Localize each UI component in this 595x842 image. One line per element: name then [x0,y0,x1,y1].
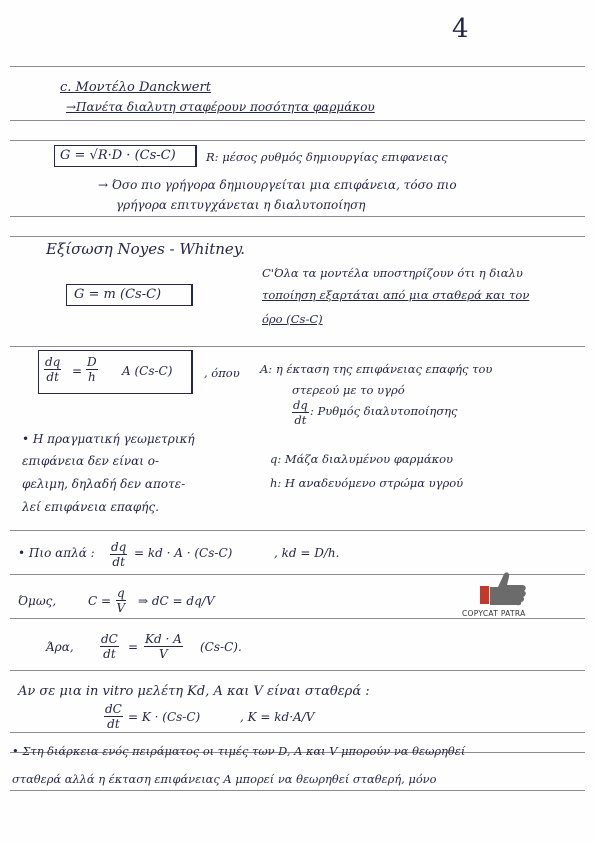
dq-dt-fraction [44,355,61,384]
k-fraction [104,702,123,731]
omos-prefix: Όμως, [18,594,57,608]
section-heading: Εξίσωση Noyes - Whitney. [46,240,246,258]
ruled-line [10,530,585,531]
bottom-text-line: σταθερά αλλά η έκταση επιφάνειας A μπορεί να θεωρηθεί σταθερή, μόνο [12,772,437,786]
fraction-denominator: dt [46,370,59,384]
fraction-numerator: D [87,355,97,369]
kd-definition: , kd = D/h. [274,546,340,560]
ruled-line [10,732,585,733]
fraction-numerator: Kd · A [145,632,182,646]
ruled-line [10,790,585,791]
invitro-line: Αν σε μια in vitro μελέτη Kd, A και V είναι σταθερά : [18,684,370,699]
equals-sign: = [128,640,139,654]
geometry-note-line: φελιμη, δηλαδή δεν αποτε- [22,477,186,491]
definition-A: A: η έκταση της επιφάνειας επαφής του [260,362,493,376]
equals-sign: = [72,364,83,378]
fraction-denominator: dt [107,717,120,731]
explanation-line: γρήγορα επιτυγχάνεται η διαλυτοποίηση [116,198,366,212]
danckwert-formula: G = √R·D · (Cs-C) [60,148,176,163]
simpler-fraction [110,540,127,569]
fraction-denominator: V [116,601,126,615]
rate-fraction [292,398,309,427]
ruled-line [10,216,585,217]
ruled-line [10,670,585,671]
equation-rest: A (Cs-C) [122,364,173,378]
ruled-line [10,346,585,347]
ara-prefix: Άρα, [46,640,74,654]
fraction-denominator: V [159,647,168,661]
ruled-line [10,618,585,619]
fraction-denominator: dt [294,413,307,427]
geometry-note-line: επιφάνεια δεν είναι ο- [22,454,160,468]
page-number: 4 [452,14,469,44]
note-line: τοποίηση εξαρτάται από μια σταθερά και τον [262,288,530,302]
k-rest: = K · (Cs-C) [128,710,201,724]
k-definition: , K = kd·A/V [240,710,315,724]
noyes-whitney-formula: G = m (Cs-C) [74,287,162,302]
geometry-note-line: λεί επιφάνεια επαφής. [22,500,160,514]
rate-label: : Ρυθμός διαλυτοποίησης [310,404,458,418]
fraction-numerator: dq [45,355,61,369]
simpler-rest: = kd · A · (Cs-C) [134,546,233,560]
definition-h: h: Η αναδευόμενο στρώμα υγρού [270,476,464,490]
fraction-numerator: dC [105,702,122,716]
formula-note: R: μέσος ρυθμός δημιουργίας επιφανειας [206,150,448,164]
fraction-numerator: dC [101,632,118,646]
thumbs-up-icon [478,570,532,606]
simpler-prefix: • Πιο απλά : [18,546,95,560]
watermark-text: COPYCAT PATRA [462,609,526,618]
c-lhs: C = [88,594,112,608]
fraction-numerator: dq [111,540,127,554]
d-over-h-fraction [86,355,98,384]
section-heading: c. Μοντέλο Danckwert [60,80,211,95]
opou-label: , όπου [204,366,240,380]
explanation-line: → Όσο πιο γρήγορα δημιουργείται μια επιφάνεια, τόσο πιο [98,178,457,192]
fraction-numerator: q [117,586,125,600]
fraction-denominator: dt [103,647,116,661]
ruled-line [10,140,585,141]
fraction-numerator: dq [293,398,308,412]
thumb-hand [490,572,526,605]
ara-rest: (Cs-C). [200,640,242,654]
fraction-denominator: dt [112,555,125,569]
section-subheading: →Πανέτα διαλυτη σταφέρουν ποσότητα φαρμάκου [66,100,375,114]
ruled-line [10,120,585,121]
ruled-line [10,236,585,237]
note-line: όρο (Cs-C) [262,312,323,326]
definition-A-cont: στερεού με το υγρό [292,383,405,397]
ara-fraction-2 [144,632,183,661]
geometry-note-line: • Η πραγματική γεωμετρική [22,432,195,446]
c-fraction [116,586,126,615]
c-rest: ⇒ dC = dq/V [138,594,215,608]
note-line: C'Όλα τα μοντέλα υποστηρίζουν ότι η διαλυ [262,266,523,280]
definition-q: q: Μάζα διαλυμένου φαρμάκου [270,452,454,466]
bottom-text-line: • Στη διάρκεια ενός πειράματος οι τιμές των D, A και V μπορούν να θεωρηθεί [12,744,466,758]
ruled-line [10,66,585,67]
fraction-denominator: h [87,370,96,384]
thumb-cuff [480,586,489,604]
ara-fraction [100,632,119,661]
